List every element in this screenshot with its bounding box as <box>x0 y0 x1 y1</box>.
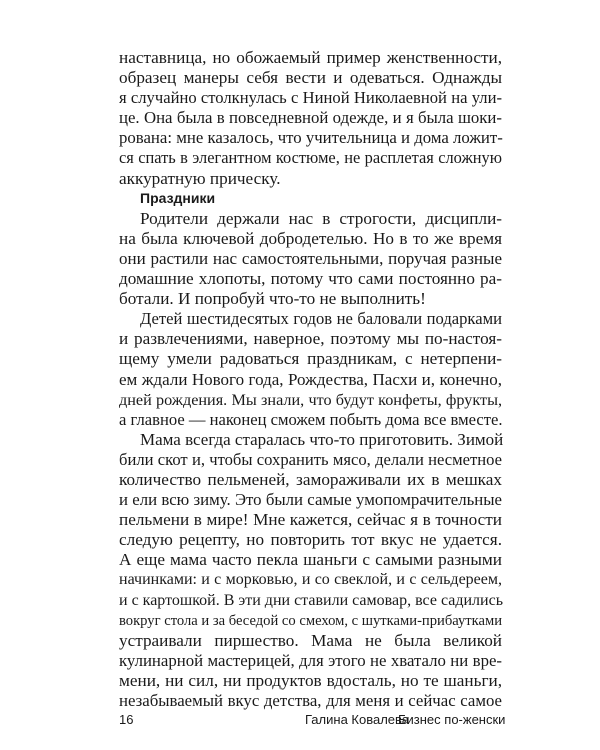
footer-author: Галина Ковалева <box>305 712 410 727</box>
text-line: Мама всегда старалась что-то приготовить. Зимой <box>140 430 504 449</box>
text-line: пельмени в мире! Мне кажется, сейчас я в точности <box>119 510 502 529</box>
text-line: ся спать в элегантном костюме, не расплетая сложную <box>119 148 502 167</box>
text-line: Детей шестидесятых годов не баловали подарками <box>140 309 502 328</box>
text-line: дней рождения. Мы знали, что будут конфеты, фрукты, <box>119 391 502 409</box>
text-line: и развлечениями, наверное, поэтому мы по-настоя- <box>119 329 502 348</box>
text-line: це. Она была в повседневной одежде, и я была шоки- <box>119 108 502 127</box>
text-line: а главное — наконец сможем побыть дома все вместе. <box>119 410 503 429</box>
page-number: 16 <box>119 712 134 727</box>
text-line: ботали. И попробуй что-то не выполнить! <box>119 289 426 308</box>
text-line: наставница, но обожаемый пример женственности, <box>119 48 502 67</box>
text-line: били скот и, чтобы сохранить мясо, делали несметное <box>119 450 502 469</box>
text-line: ем ждали Нового года, Рождества, Пасхи и, конечно, <box>119 370 502 389</box>
text-line: следую рецепту, но повторить тот вкус не удается. <box>119 530 502 549</box>
section-heading: Праздники <box>140 190 216 206</box>
text-line: А еще мама часто пекла шаньги с самыми разными <box>119 550 502 569</box>
text-line: на была ключевой добродетелью. Но в то же время <box>119 229 502 248</box>
text-line: домашние хлопоты, потому что сами постоянно ра- <box>119 269 502 288</box>
text-line: устраивали пиршество. Мама не была великой <box>119 631 502 650</box>
text-line: я случайно столкнулась с Ниной Николаевной на ули- <box>119 88 502 107</box>
text-line: мени, ни сил, ни продуктов вдосталь, но те шаньги, <box>119 671 502 690</box>
text-line: рована: мне казалось, что учительница и дома ложит- <box>119 128 503 147</box>
text-line: кулинарной мастерицей, для этого не хватало ни вре- <box>119 651 502 670</box>
footer-book-title: Бизнес по-женски <box>398 712 506 727</box>
text-line: они растили нас самостоятельными, поручая разные <box>119 249 502 268</box>
text-line: щему умели радоваться праздникам, с нетерпени- <box>119 349 502 368</box>
text-line: аккуратную прическу. <box>119 169 281 188</box>
text-line: образец манеры себя вести и одеваться. Однажды <box>119 68 502 87</box>
text-line: и ели всю зиму. Это были самые умопомрачительные <box>119 490 502 509</box>
text-line: и с картошкой. В эти дни ставили самовар, все садились <box>119 592 503 609</box>
text-line: вокруг стола и за беседой со смехом, с шутками-прибаутками <box>119 613 503 629</box>
text-line: незабываемый вкус детства, для меня и сейчас самое <box>119 691 502 710</box>
text-line: количество пельменей, замораживали их в мешках <box>119 470 502 489</box>
text-line: начинками: и с морковью, и со свеклой, и с сельдереем, <box>119 571 502 588</box>
text-line: Родители держали нас в строгости, дисципли- <box>140 209 502 228</box>
